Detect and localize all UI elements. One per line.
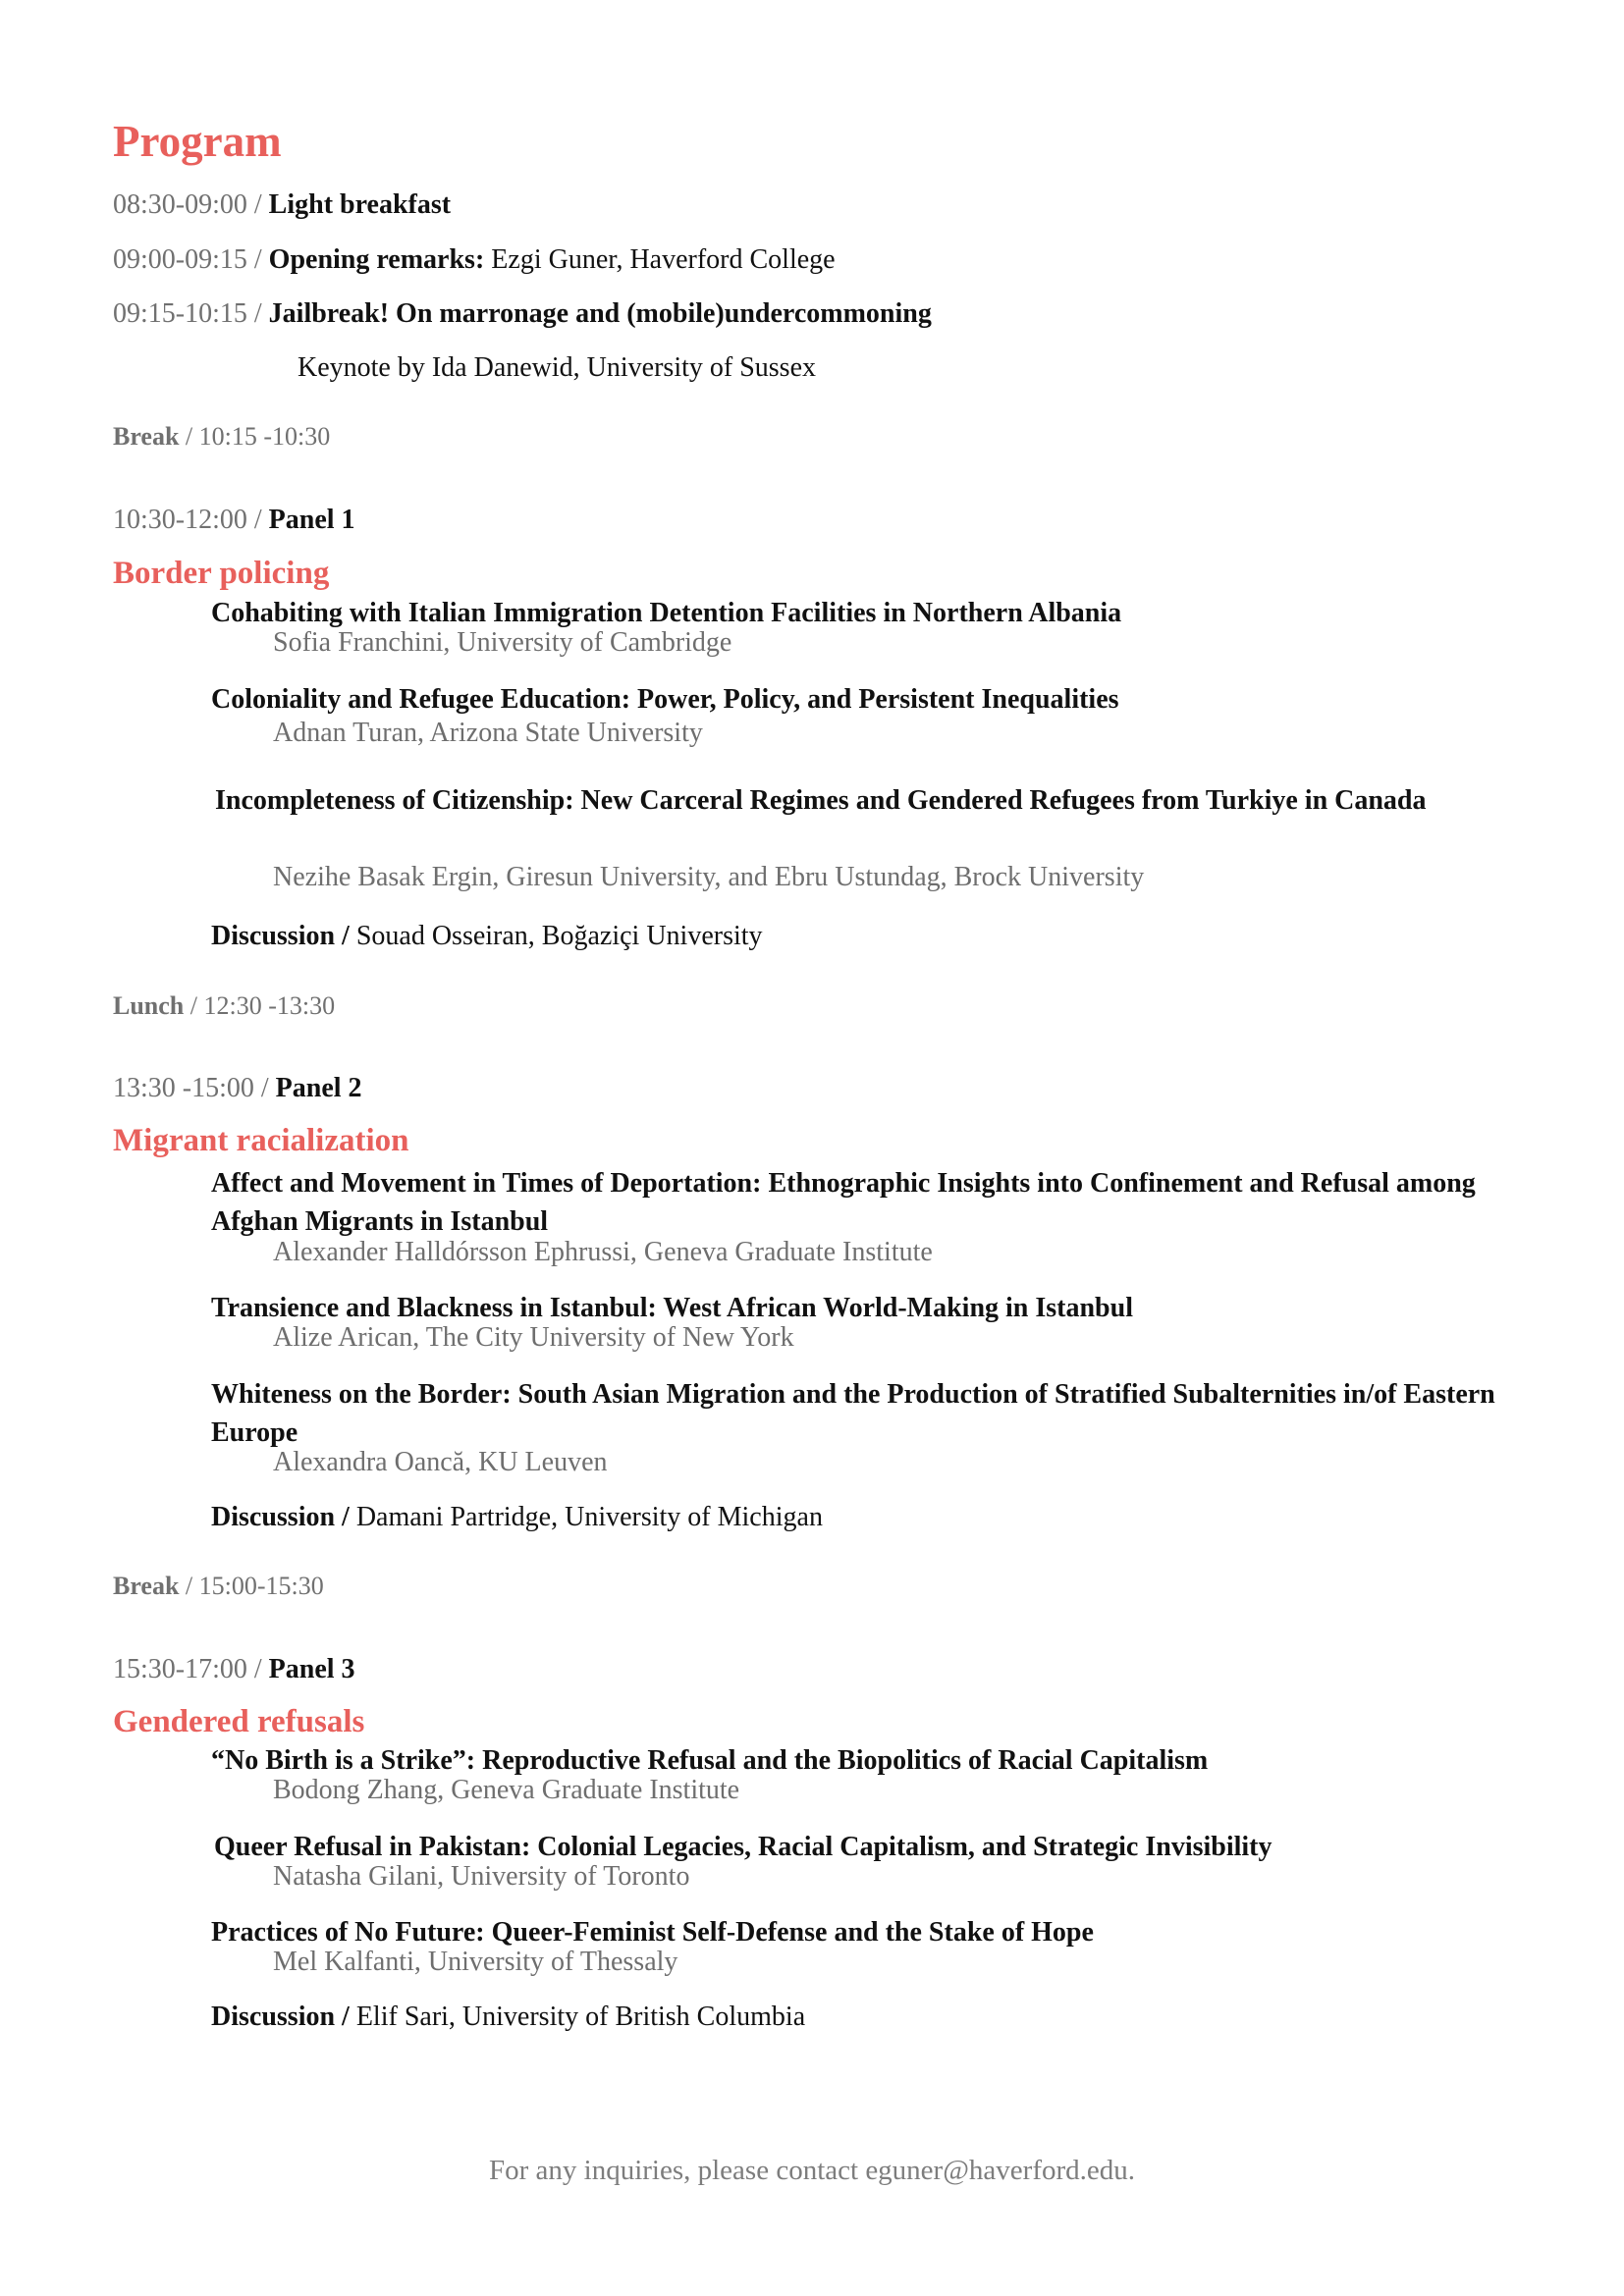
schedule-opening (113, 244, 836, 276)
time-label: 09:00-09:15 (113, 244, 247, 275)
discussant: Damani Partridge, University of Michigan (349, 1502, 823, 1532)
separator: / (179, 422, 199, 451)
schedule-panel-2 (113, 1073, 362, 1104)
talk-speaker: Alize Arican, The City University of New York (273, 1322, 794, 1353)
break-2 (113, 1572, 324, 1601)
schedule-panel-3 (113, 1654, 355, 1685)
separator: / (184, 991, 204, 1020)
event-detail: Ezgi Guner, Haverford College (484, 244, 836, 275)
time-label: 10:30-12:00 (113, 505, 247, 535)
schedule-panel-1 (113, 505, 355, 536)
talk-speaker: Alexander Halldórsson Ephrussi, Geneva Graduate Institute (273, 1237, 933, 1267)
separator: / (246, 505, 269, 535)
talk-speaker: Bodong Zhang, Geneva Graduate Institute (273, 1775, 740, 1805)
panel-label: Panel 1 (268, 505, 355, 535)
talk-speaker: Mel Kalfanti, University of Thessaly (273, 1947, 678, 1977)
separator: / (246, 1654, 269, 1684)
section-title-migrant-racialization: Migrant racialization (113, 1123, 409, 1158)
time-label: 10:15 -10:30 (198, 422, 331, 451)
talk-speaker: Nezihe Basak Ergin, Giresun University, and Ebru Ustundag, Brock University (273, 862, 1145, 892)
section-title-border-policing: Border policing (113, 556, 330, 591)
keynote-speaker: Keynote by Ida Danewid, University of Sussex (298, 352, 817, 383)
break-label: Break (113, 422, 180, 451)
time-label: 12:30 -13:30 (203, 991, 336, 1020)
schedule-keynote (113, 298, 932, 330)
panel-discussion (211, 2002, 805, 2033)
talk-title: Whiteness on the Border: South Asian Migration and the Production of Stratified Subalternities in/of Eastern Europe (211, 1379, 1495, 1448)
talk-title: Affect and Movement in Times of Deportation: Ethnographic Insights into Confinement and Refusal among Afghan Migrants in Istanbul (211, 1168, 1476, 1237)
panel-label: Panel 2 (275, 1073, 362, 1103)
talk-title: Practices of No Future: Queer-Feminist Self-Defense and the Stake of Hope (211, 1917, 1094, 1948)
separator: / (253, 1073, 276, 1103)
page-title: Program (113, 117, 282, 166)
separator: / (246, 244, 269, 275)
section-title-gendered-refusals: Gendered refusals (113, 1704, 365, 1739)
time-label: 15:30-17:00 (113, 1654, 247, 1684)
talk-speaker: Adnan Turan, Arizona State University (273, 718, 703, 748)
time-label: 15:00-15:30 (198, 1572, 324, 1600)
separator: / (179, 1572, 199, 1600)
talk-title: Incompleteness of Citizenship: New Carceral Regimes and Gendered Refugees from Turkiye in Canada (215, 785, 1427, 816)
time-label: 13:30 -15:00 (113, 1073, 254, 1103)
break-label: Break (113, 1572, 180, 1600)
panel-discussion (211, 921, 763, 952)
discussant: Souad Osseiran, Boğaziçi University (349, 921, 763, 951)
event-label: Jailbreak! On marronage and (mobile)undercommoning (268, 298, 932, 329)
separator: / (246, 189, 269, 220)
discussion-label: Discussion / (211, 1502, 350, 1532)
talk-speaker: Natasha Gilani, University of Toronto (273, 1861, 690, 1892)
talk-title: Cohabiting with Italian Immigration Detention Facilities in Northern Albania (211, 598, 1122, 628)
break-label: Lunch (113, 991, 185, 1020)
talk-speaker: Alexandra Oancă, KU Leuven (273, 1447, 608, 1477)
event-label: Opening remarks: (268, 244, 485, 275)
talk-speaker: Sofia Franchini, University of Cambridge (273, 627, 732, 658)
panel-discussion (211, 1502, 823, 1533)
contact-footer: For any inquiries, please contact eguner@haverford.edu. (488, 2155, 1136, 2186)
separator: / (246, 298, 269, 329)
discussion-label: Discussion / (211, 921, 350, 951)
panel-label: Panel 3 (268, 1654, 355, 1684)
break-1 (113, 422, 330, 452)
lunch-break (113, 991, 335, 1021)
schedule-breakfast (113, 189, 451, 221)
time-label: 08:30-09:00 (113, 189, 247, 220)
talk-title: Transience and Blackness in Istanbul: West African World-Making in Istanbul (211, 1293, 1133, 1323)
talk-title: “No Birth is a Strike”: Reproductive Refusal and the Biopolitics of Racial Capitalism (211, 1745, 1209, 1776)
talk-title: Queer Refusal in Pakistan: Colonial Legacies, Racial Capitalism, and Strategic Invisibility (214, 1832, 1272, 1862)
discussant: Elif Sari, University of British Columbia (349, 2002, 806, 2032)
time-label: 09:15-10:15 (113, 298, 247, 329)
talk-title: Coloniality and Refugee Education: Power, Policy, and Persistent Inequalities (211, 684, 1119, 715)
discussion-label: Discussion / (211, 2002, 350, 2032)
event-label: Light breakfast (268, 189, 452, 220)
